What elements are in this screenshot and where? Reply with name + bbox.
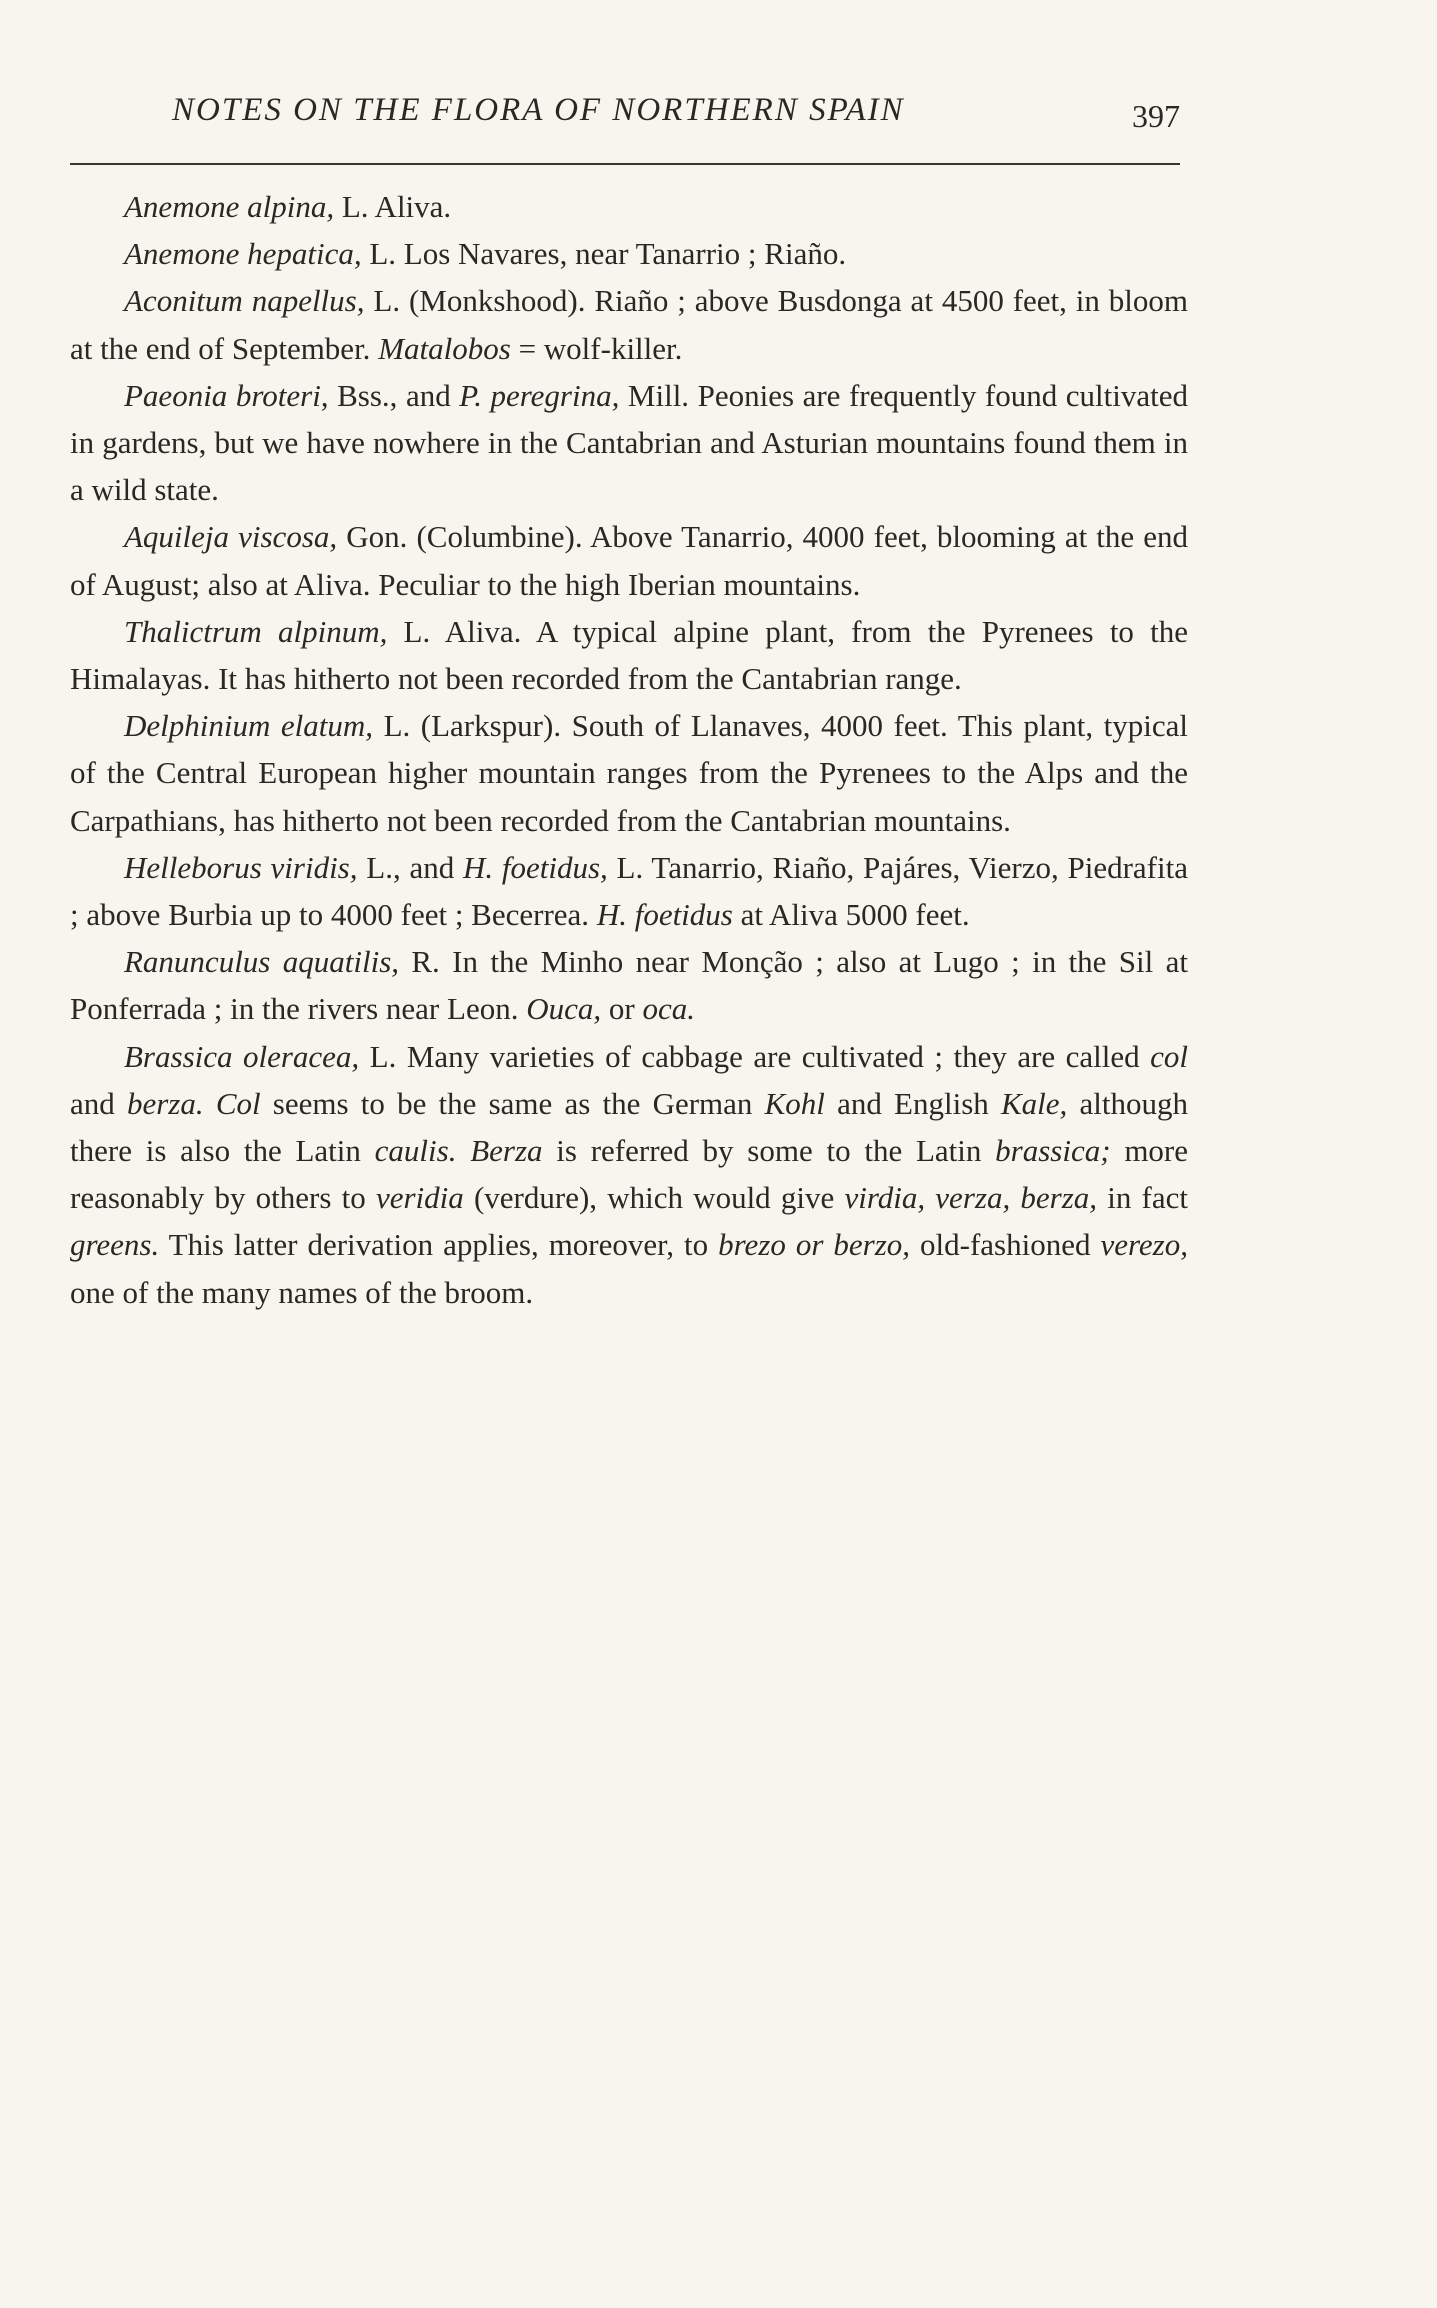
entry-text: Mill. Peonies are frequently found cultivated in gardens, but we have nowhere in the Cantabrian and Asturian mountains found them in a wild state.	[70, 377, 1188, 508]
entry-aconitum-napellus	[70, 277, 1188, 371]
species-name: Thalictrum alpinum,	[124, 613, 388, 649]
species-name: Anemone hepatica,	[124, 236, 362, 272]
entry-text: and	[70, 1085, 127, 1121]
vernacular-name: brassica;	[995, 1133, 1111, 1169]
species-name: H. foetidus,	[462, 849, 608, 885]
vernacular-name: Col	[215, 1085, 261, 1121]
vernacular-name: verezo,	[1100, 1227, 1188, 1263]
entry-text: L. (Larkspur). South of Llanaves, 4000 feet. This plant, typical of the Central European higher mountain ranges from the Pyrenees to the Alps and the Carpathians, has hitherto not been recorded from the Cantabrian mountains.	[70, 708, 1188, 838]
entry-text: and English	[824, 1085, 1001, 1121]
entry-text: seems to be the same as the German	[260, 1085, 765, 1121]
entry-text: more reasonably by others to	[70, 1133, 1189, 1216]
entry-text: L. Tanarrio, Riaño, Pajáres, Vierzo, Piedrafita ; above Burbia up to 4000 feet ; Becerrea.	[70, 849, 1188, 933]
species-name: Ranunculus aquatilis,	[124, 944, 400, 980]
vernacular-name: col	[1150, 1038, 1188, 1074]
vernacular-name: oca.	[642, 991, 695, 1027]
vernacular-name: berza.	[126, 1085, 204, 1121]
page-header	[70, 92, 1180, 138]
vernacular-name: Kohl	[764, 1085, 825, 1121]
entry-anemone-hepatica	[70, 230, 1188, 277]
entry-text: one of the many names of the broom.	[70, 1274, 534, 1310]
entry-text: L. Aliva.	[334, 189, 452, 224]
vernacular-name: virdia, verza, berza,	[844, 1180, 1098, 1216]
entry-text: L. Many varieties of cabbage are cultivated ; they are called	[359, 1038, 1151, 1074]
entry-text: although there is also the Latin	[70, 1085, 1188, 1169]
species-name: Delphinium elatum,	[124, 708, 374, 744]
entry-text: at Aliva 5000 feet.	[732, 897, 970, 933]
entry-text: Gon. (Columbine). Above Tanarrio, 4000 feet, blooming at the end of August; also at Aliva. Peculiar to the high Iberian mountains.	[70, 519, 1189, 602]
vernacular-name: brezo or berzo,	[718, 1227, 911, 1263]
entry-paeonia-broteri	[70, 372, 1188, 514]
vernacular-name: Kale,	[1000, 1085, 1068, 1121]
entry-brassica-oleracea	[70, 1033, 1188, 1316]
species-name: P. peregrina,	[459, 377, 620, 413]
body-text	[70, 183, 1188, 1316]
species-name: Helleborus viridis,	[124, 849, 358, 885]
species-name: Aconitum napellus,	[124, 283, 365, 319]
entry-text: Bss., and	[328, 377, 460, 413]
entry-text: L. (Monkshood). Riaño ; above Busdonga at 4500 feet, in bloom at the end of September.	[70, 283, 1189, 366]
entry-text: or	[601, 991, 643, 1027]
entry-text: R. In the Minho near Monção ; also at Lugo ; in the Sil at Ponferrada ; in the rivers near Leon.	[70, 944, 1188, 1027]
entry-text: (verdure), which would give	[463, 1180, 845, 1216]
page-number: 397	[1132, 98, 1180, 134]
entry-text: L. Los Navares, near Tanarrio ; Riaño.	[361, 236, 847, 272]
species-name: H. foetidus	[596, 897, 733, 933]
entry-text: L. Aliva. A typical alpine plant, from the Pyrenees to the Himalayas. It has hitherto not been recorded from the Cantabrian range.	[70, 613, 1189, 697]
entry-helleborus-viridis	[70, 844, 1188, 938]
header-rule	[70, 163, 1180, 165]
entry-text: in fact	[1097, 1180, 1188, 1216]
vernacular-name: caulis.	[374, 1133, 457, 1169]
vernacular-name: Berza	[470, 1133, 543, 1169]
entry-ranunculus-aquatilis	[70, 938, 1188, 1032]
species-name: Aquileja viscosa,	[124, 519, 338, 555]
entry-text: = wolf-killer.	[510, 330, 683, 366]
entry-anemone-alpina	[70, 183, 1188, 230]
vernacular-name: veridia	[375, 1180, 464, 1216]
species-name: Paeonia broteri,	[124, 377, 329, 413]
entry-aquileja-viscosa	[70, 513, 1188, 607]
entry-text: This latter derivation applies, moreover, to	[159, 1227, 719, 1263]
entry-text: old-fashioned	[910, 1227, 1101, 1263]
vernacular-name: Matalobos	[378, 330, 511, 366]
running-head: NOTES ON THE FLORA OF NORTHERN SPAIN	[172, 92, 905, 128]
entry-text: L., and	[357, 849, 463, 885]
species-name: Brassica oleracea,	[124, 1038, 360, 1074]
entry-thalictrum-alpinum	[70, 608, 1188, 702]
entry-delphinium-elatum	[70, 702, 1188, 844]
entry-text: is referred by some to the Latin	[542, 1133, 996, 1169]
entry-text	[204, 1086, 216, 1121]
vernacular-name: Ouca,	[526, 991, 602, 1027]
vernacular-name: greens.	[70, 1227, 160, 1263]
species-name: Anemone alpina,	[124, 189, 335, 224]
entry-text	[456, 1133, 470, 1168]
